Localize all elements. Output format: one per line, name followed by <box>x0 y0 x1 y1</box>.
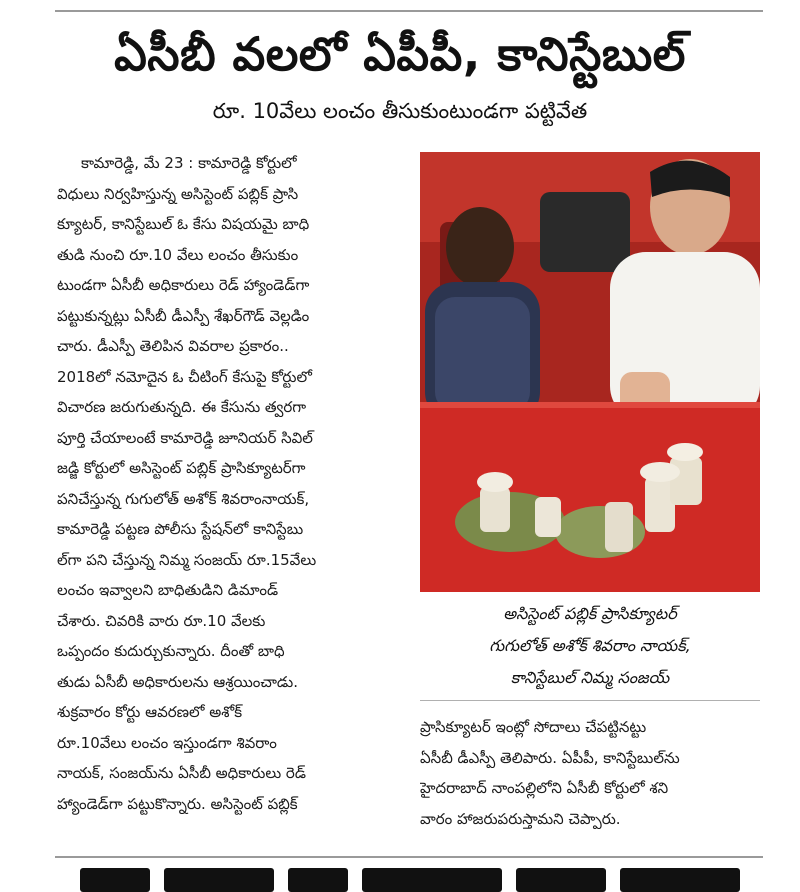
body-line: పనిచేస్తున్న గుగులోత్ అశోక్ శివరాంనాయక్, <box>57 489 310 508</box>
body-line: ప్రాసిక్యూటర్ ఇంట్లో సోదాలు చేపట్టినట్టు <box>420 718 647 736</box>
caption-line: అసిస్టెంట్ పబ్లిక్ ప్రాసిక్యూటర్ <box>503 604 677 623</box>
body-line: టుండగా ఏసీబీ అధికారులు రెడ్ హ్యాండెడ్‌గా <box>57 276 310 294</box>
article-body-right <box>420 712 762 834</box>
body-line: జడ్జి కోర్టులో అసిస్టెంట్ పబ్లిక్ ప్రాసిక్యూటర్‌గా <box>57 459 306 477</box>
photo-caption <box>420 598 760 694</box>
body-line: హైదరాబాద్ నాంపల్లిలోని ఏసీబీ కోర్టులో శని <box>420 779 669 797</box>
news-photo <box>420 152 760 592</box>
next-article-headline-fragment <box>40 868 760 892</box>
caption-line: కానిస్టేబుల్ నిమ్మ సంజయ్ <box>510 668 670 687</box>
body-line: కామారెడ్డి, మే 23 : కామారెడ్డి కోర్టులో <box>81 154 297 172</box>
body-line: కామారెడ్డి పట్టణ పోలీసు స్టేషన్‌లో కానిస్టేబు <box>57 520 304 538</box>
body-line: తుడు ఏసీబీ అధికారులను ఆశ్రయించాడు. <box>57 672 298 691</box>
body-line: విచారణ జరుగుతున్నది. ఈ కేసును త్వరగా <box>57 398 307 416</box>
bottom-divider <box>55 856 763 858</box>
top-divider <box>55 10 763 12</box>
body-line: లంచం ఇవ్వాలని బాధితుడిని డిమాండ్ <box>57 581 279 599</box>
body-line: పట్టుకున్నట్లు ఏసీబీ డీఎస్పీ శేఖర్‌గౌడ్ వెల్లడిం <box>57 306 310 325</box>
body-line: రూ.10వేలు లంచం ఇస్తుండగా శివరాం <box>57 733 277 752</box>
body-line: తుడి నుంచి రూ.10 వేలు లంచం తీసుకుం <box>57 245 299 264</box>
body-line: ఒప్పందం కుదుర్చుకున్నారు. దీంతో బాధి <box>57 642 285 660</box>
body-line: విధులు నిర్వహిస్తున్న అసిస్టెంట్ పబ్లిక్ ప్రాసి <box>57 184 299 203</box>
caption-divider <box>420 700 760 701</box>
body-line: క్యూటర్, కానిస్టేబుల్ ఓ కేసు విషయమై బాధి <box>57 215 310 233</box>
body-line: నాయక్, సంజయ్‌ను ఏసీబీ అధికారులు రెడ్ <box>57 764 306 782</box>
body-line: చారు. డీఎస్పీ తెలిపిన వివరాల ప్రకారం.. <box>57 337 289 355</box>
caption-line: గుగులోత్ అశోక్ శివరాం నాయక్, <box>489 636 691 655</box>
body-line: వారం హాజరుపరుస్తామని చెప్పారు. <box>420 809 621 828</box>
body-line: పూర్తి చేయాలంటే కామారెడ్డి జూనియర్ సివిల్ <box>57 428 313 447</box>
body-line: చేశారు. చివరికి వారు రూ.10 వేలకు <box>57 611 266 630</box>
body-line: హ్యాండెడ్‌గా పట్టుకొన్నారు. అసిస్టెంట్ పబ్లిక్ <box>57 794 298 813</box>
body-line: శుక్రవారం కోర్టు ఆవరణలో అశోక్ <box>57 703 243 721</box>
body-line: ఏసీబీ డీఎస్పీ తెలిపారు. ఏపీపీ, కానిస్టేబుల్‌ను <box>420 748 680 767</box>
subheadline: రూ. 10వేలు లంచం తీసుకుంటుండగా పట్టివేత <box>212 99 588 123</box>
body-line: ల్‌గా పని చేస్తున్న నిమ్మ సంజయ్ రూ.15వేలు <box>57 550 317 569</box>
headline: ఏసీబీ వలలో ఏపీపీ, కానిస్టేబుల్ <box>114 27 686 81</box>
article-body-left <box>57 148 397 819</box>
body-line: 2018లో నమోదైన ఓ చీటింగ్ కేసుపై కోర్టులో <box>57 367 312 386</box>
